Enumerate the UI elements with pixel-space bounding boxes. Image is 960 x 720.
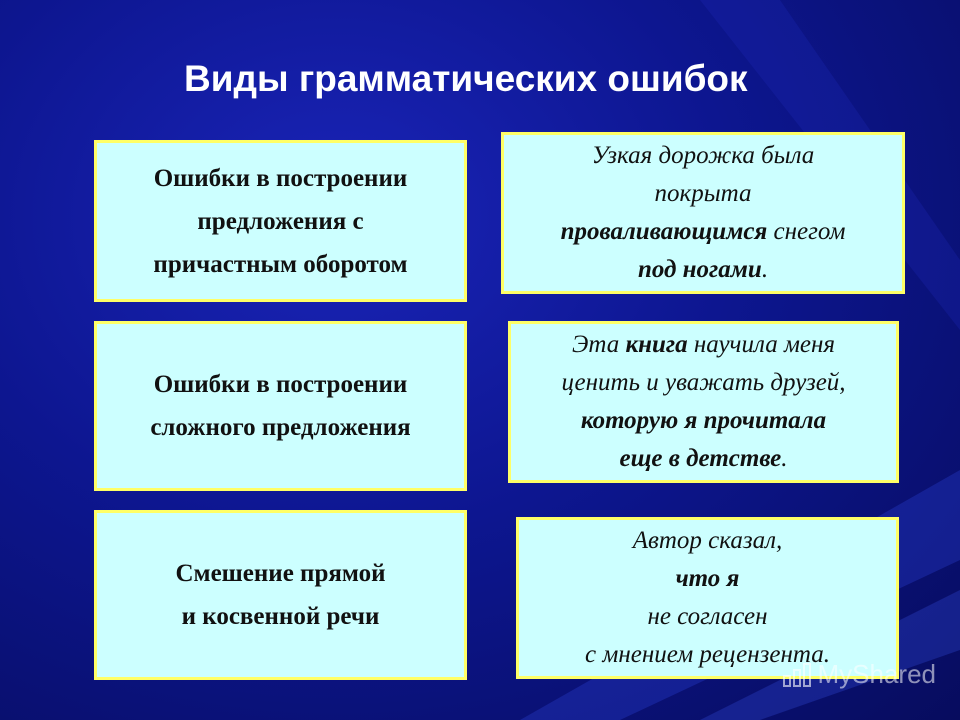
- category-box-participial: [94, 140, 467, 302]
- page-title: Виды грамматических ошибок: [184, 58, 748, 99]
- example-line: Узкая дорожка была: [591, 142, 815, 169]
- category-line: сложного предложения: [150, 414, 411, 441]
- watermark-text: MyShared: [817, 659, 936, 689]
- category-line: Смешение прямой: [175, 560, 386, 587]
- example-box-speech: [516, 517, 899, 679]
- category-box-complex: [94, 321, 467, 491]
- myshared-logo-icon: [782, 662, 812, 688]
- example-line: ценить и уважать друзей,: [561, 369, 846, 396]
- example-box-complex: [508, 321, 899, 483]
- example-line: под ногами.: [637, 256, 769, 283]
- example-line: что я: [675, 565, 740, 592]
- watermark: [782, 659, 937, 690]
- example-line: не согласен: [647, 603, 768, 630]
- example-line: еще в детстве.: [619, 445, 788, 472]
- category-line: Ошибки в построении: [153, 164, 408, 192]
- category-line: Ошибки в построении: [153, 371, 408, 398]
- example-line: Автор сказал,: [632, 527, 783, 554]
- example-line: Эта книга научила меня: [571, 331, 836, 358]
- category-line: причастным оборотом: [153, 250, 408, 278]
- example-box-participial: [501, 132, 905, 294]
- category-line: предложения с: [197, 207, 364, 235]
- example-line: покрыта: [654, 180, 752, 207]
- category-box-speech: [94, 510, 467, 680]
- example-line: проваливающимся снегом: [560, 218, 846, 245]
- example-line: с мнением рецензента.: [585, 641, 830, 668]
- category-line: и косвенной речи: [181, 603, 380, 630]
- example-line: которую я прочитала: [580, 407, 827, 434]
